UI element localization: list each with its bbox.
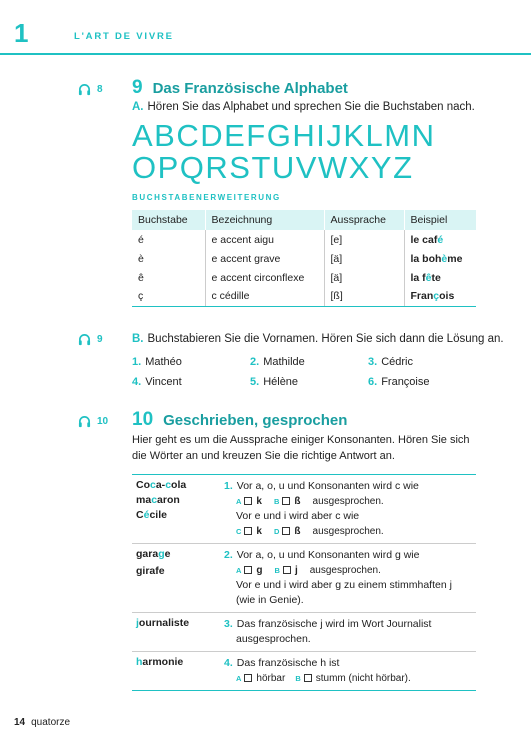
name-item: 2. Mathilde bbox=[250, 356, 305, 368]
section-title-text: Geschrieben, gesprochen bbox=[163, 412, 348, 429]
checkbox-a[interactable] bbox=[244, 497, 252, 505]
checkbox-b[interactable] bbox=[282, 497, 290, 505]
table-header-row bbox=[132, 210, 476, 230]
cell-name: e accent circonflexe bbox=[205, 268, 324, 287]
page-word: quatorze bbox=[31, 717, 71, 728]
col-header: Beispiel bbox=[404, 210, 476, 230]
headphones-icon bbox=[78, 333, 91, 346]
cell-sound: [ä] bbox=[324, 268, 404, 287]
headphones-icon bbox=[78, 83, 91, 96]
table-row bbox=[132, 287, 476, 306]
instruction-text: Hören Sie das Alphabet und sprechen Sie die Buchstaben nach. bbox=[147, 101, 475, 113]
checkbox-b[interactable] bbox=[283, 566, 291, 574]
checkbox-b[interactable] bbox=[304, 674, 312, 682]
alphabet-row-1: ABCDEFGHIJKLMN bbox=[132, 118, 436, 153]
chapter-number: 1 bbox=[14, 18, 29, 48]
audio-track-9[interactable] bbox=[78, 333, 103, 346]
page-footer bbox=[14, 717, 70, 728]
cell-name: e accent grave bbox=[205, 249, 324, 268]
cell-sound: [ß] bbox=[324, 287, 404, 306]
section-10-title bbox=[132, 409, 347, 431]
chapter-title: L'ART DE VIVRE bbox=[74, 31, 174, 42]
track-number: 8 bbox=[97, 84, 103, 95]
word-cell bbox=[132, 475, 220, 544]
cell-sound: [ä] bbox=[324, 249, 404, 268]
answer-options: A g B j ausgesprochen. bbox=[236, 565, 381, 576]
chapter-header bbox=[0, 0, 531, 56]
checkbox-d[interactable] bbox=[282, 527, 290, 535]
cell-letter: ê bbox=[132, 268, 205, 287]
table-row bbox=[132, 268, 476, 287]
cell-letter: è bbox=[132, 249, 205, 268]
audio-track-8[interactable] bbox=[78, 83, 103, 96]
instruction-label: B. bbox=[132, 333, 144, 345]
instruction-b bbox=[132, 333, 504, 345]
track-number: 9 bbox=[97, 334, 103, 345]
section-9-title bbox=[132, 77, 348, 99]
table-row bbox=[132, 475, 476, 544]
name-item: 4. Vincent bbox=[132, 376, 182, 388]
instruction-label: A. bbox=[132, 101, 144, 113]
checkbox-c[interactable] bbox=[244, 527, 252, 535]
headphones-icon bbox=[78, 415, 91, 428]
word-cell bbox=[132, 544, 220, 613]
question-cell: 3. Das französische j wird im Wort Journalist ausgesprochen. bbox=[220, 613, 476, 652]
accent-table bbox=[132, 210, 476, 307]
table-row bbox=[132, 249, 476, 268]
alphabet-row-2: OPQRSTUVWXYZ bbox=[132, 150, 414, 185]
instruction-a bbox=[132, 101, 475, 113]
answer-options: C k D ß ausgesprochen. bbox=[236, 526, 384, 537]
cell-example: la fête bbox=[410, 271, 441, 284]
page-number: 14 bbox=[14, 717, 26, 728]
name-item: 6. Françoise bbox=[368, 376, 430, 388]
checkbox-a[interactable] bbox=[244, 674, 252, 682]
table-row bbox=[132, 652, 476, 691]
cell-example: le café bbox=[410, 233, 444, 246]
word: girafe bbox=[136, 565, 165, 577]
section-title-text: Das Französische Alphabet bbox=[152, 80, 348, 97]
word: harmonie bbox=[136, 656, 184, 668]
answer-options: A hörbar B stumm (nicht hörbar). bbox=[236, 673, 411, 684]
table-subheading: BUCHSTABENERWEITERUNG bbox=[132, 193, 281, 202]
section-number: 10 bbox=[132, 409, 154, 430]
name-item: 1. Mathéo bbox=[132, 356, 182, 368]
question-cell: 2. Vor a, o, u und Konsonanten wird g wie A g B j ausgesprochen. Vor e und i wird aber g zu einem stimmhaften j (wie in Genie). bbox=[220, 544, 476, 613]
col-header: Bezeichnung bbox=[205, 210, 324, 230]
audio-track-10[interactable] bbox=[78, 415, 108, 428]
word-cell bbox=[132, 652, 220, 691]
col-header: Aussprache bbox=[324, 210, 404, 230]
instruction-text: Buchstabieren Sie die Vornamen. Hören Sie sich dann die Lösung an. bbox=[147, 333, 504, 345]
word: Cécile bbox=[136, 509, 167, 521]
cell-name: e accent aigu bbox=[205, 230, 324, 249]
word: garage bbox=[136, 548, 171, 560]
word: macaron bbox=[136, 494, 180, 506]
cell-example: François bbox=[404, 287, 476, 306]
word: journaliste bbox=[136, 617, 190, 629]
cell-letter: ç bbox=[132, 287, 205, 306]
consonant-table bbox=[132, 474, 476, 691]
name-item: 3. Cédric bbox=[368, 356, 413, 368]
section-10-intro: Hier geht es um die Aussprache einiger Konsonanten. Hören Sie sich die Wörter an und kreuzen Sie die richtige Antwort an. bbox=[132, 434, 470, 462]
word-cell bbox=[132, 613, 220, 652]
cell-example: la bohème bbox=[410, 252, 463, 265]
track-number: 10 bbox=[97, 416, 109, 427]
cell-sound: [e] bbox=[324, 230, 404, 249]
word: Coca-cola bbox=[136, 479, 187, 491]
col-header: Buchstabe bbox=[132, 210, 205, 230]
answer-options: A k B ß ausgesprochen. bbox=[236, 496, 384, 507]
table-row bbox=[132, 544, 476, 613]
table-row bbox=[132, 613, 476, 652]
cell-name: c cédille bbox=[205, 287, 324, 306]
cell-letter: é bbox=[132, 230, 205, 249]
checkbox-a[interactable] bbox=[244, 566, 252, 574]
table-row bbox=[132, 230, 476, 249]
header-divider bbox=[0, 53, 531, 55]
question-cell: 1. Vor a, o, u und Konsonanten wird c wie A k B ß ausgesprochen. Vor e und i wird aber c wie C k D ß ausgesprochen. bbox=[220, 475, 476, 544]
name-item: 5. Hélène bbox=[250, 376, 299, 388]
section-number: 9 bbox=[132, 77, 143, 98]
question-cell: 4. Das französische h ist A hörbar B stumm (nicht hörbar). bbox=[220, 652, 476, 691]
